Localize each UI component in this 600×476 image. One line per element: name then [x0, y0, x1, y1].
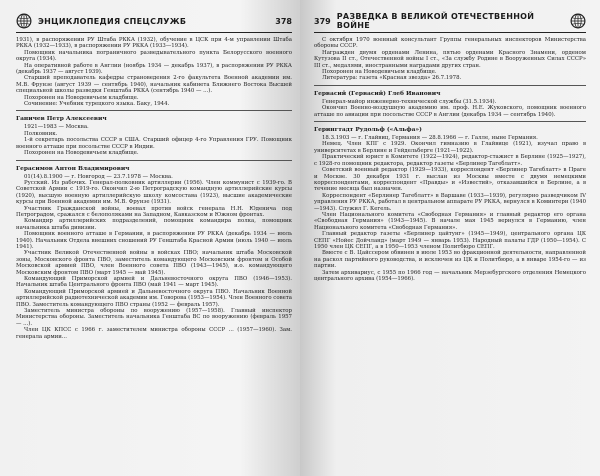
entry-divider: [16, 160, 292, 161]
paragraph: Вместе с В. Цайссером обвинен в июле 1953 во фракционной деятельности, направленной на раскол партийного руководства, и исключен из ЦК и Политбюро, а в январе 1954-го — из партии.: [314, 250, 586, 270]
entry-divider: [16, 110, 292, 111]
paragraph: 1921—1983 — Москва.: [24, 124, 89, 131]
paragraph: Старший преподаватель кафедры страноведения 2-го факультета Военной академии им. М.В. Фрунзе (август 1939 — сентябрь 1940), начальник кабинета Ближнего Востока Высшей специальной школы разведки Генштаба РККА (сентябрь 1940 — ...).: [16, 75, 292, 95]
paragraph: Член Национального комитета «Свободная Германия» и главный редактор его органа «Свободная Германия» (1943—1945). В начале мая 1945 вернулся в Германию, член Национального комитета «Свободная Германия».: [314, 211, 586, 231]
paragraph: Генерал-майор инженерно-технической службы (31.5.1934).: [322, 98, 497, 105]
paragraph: Окончил Военно-воздушную академию им. проф. Н.Е. Жуковского, помощник военного атташе по авиации при посольстве СССР в Англии (декабрь 1934 — сентябрь 1940).: [314, 105, 586, 118]
entry-heading: Герингтадт Рудольф («Альфа»): [314, 126, 422, 134]
paragraph: Член ЦК КПСС с 1966 г. заместителем министра обороны СССР ... (1957—1960). Зам. генерала армии...: [16, 327, 292, 340]
running-header-title: РАЗВЕДКА В ВЕЛИКОЙ ОТЕЧЕСТВЕННОЙ ВОЙНЕ: [336, 12, 535, 30]
right-page-header: [314, 10, 586, 33]
paragraph: 01(14).8.1900 — г. Новгород — 23.7.1978 — Москва.: [24, 173, 173, 180]
paragraph: Русский. Из рабочих. Генерал-полковник артиллерии (1956). Член коммунист с 1939-го. В Советской Армии с 1919-го. Окончил 2-ю Петроградскую командную артиллерийские курсы (1920), высшую военную артиллерийскую школу комсостава (1923), высшие академические курсы при Военной академии им. М.В. Фрунзе (1931).: [16, 179, 292, 206]
entry-divider: [314, 85, 586, 86]
paragraph: Затем архивариус, с 1955 по 1966 год — начальник Мерзебургского отделения Немецкого центрального архива (1954—1966).: [314, 269, 586, 282]
paragraph: Помощник начальника пограничного разведывательного пункта Белорусского военного округа (1934).: [16, 49, 292, 63]
paragraph: Заместитель министра обороны по вооружению (1957—1958). Главный инспектор Министерства обороны. Заместитель начальника Генштаба ВС по вооружению (февраль 1957 — ...).: [16, 308, 292, 327]
paragraph: Литература: газета «Красная звезда» 26.7.1978.: [322, 75, 462, 82]
paragraph: 1931), в распоряжении РУ Штаба РККА (1932), обучение в ЦСК при 4-м управлении Штаба РККА (1932—1933), в распоряжении РУ РККА (1933—1934).: [16, 37, 292, 50]
paragraph: Командующий Приморской армией и Дальневосточного округа ПВО (1946—1953). Начальник штаба Центрального фронта ПВО (май 1941 — март 1945).: [16, 276, 292, 289]
paragraph: Корреспондент «Берлинер Тагеблатт» в Варшаве (1933—1939), регулярно разведчиком IV управления РУ РККА, работал в центральном аппарате РУ РККА, вернулся в Коминтерн (1940—1943). Служил Г. Кегель.: [314, 192, 586, 212]
paragraph: Главный редактор газеты «Берлинер цайтунг» (1945—1949), центрального органа ЦК СЕПГ «Нойес Дойчланд» (март 1949 — январь 1953). Народный палаты ГДР (1950—1954). С 1950 член ЦК СЕПГ, а в 1950—1953 членом Политбюро СЕПГ.: [314, 231, 586, 250]
paragraph: На оперативной работе в Англии (ноябрь 1934 — декабрь 1937), в распоряжении РУ РККА (декабрь 1937 — август 1939).: [16, 62, 292, 76]
entry-divider: [314, 121, 586, 122]
entry-heading: Ганичев Петр Алексеевич: [16, 115, 107, 123]
paragraph: Советский военный редактор (1929—1933), корреспондент «Берлинер Тагеблатт» в Праге и Москве. 30 декабря 1931 г. выслан из Москвы вместе с двумя немецкими корреспондентами, корреспондент «Правды» и «Известий», отказавшийся в Берлине, а в течение месяца был назначен.: [314, 167, 586, 193]
paragraph: С октября 1970 военный консультант Группы генеральных инспекторов Министерства обороны СССР.: [314, 37, 586, 50]
paragraph: Награжден двумя орденами Ленина, пятью орденами Красного Знамени, орденом Кутузова II ст., Отечественной войны I ст., «За службу Родине в Вооруженных Силах СССР» III ст., медалями, иностранными наградами других стран.: [314, 49, 586, 69]
paragraph: Сочинение: Учебник турецкого языка. Баку, 1944.: [24, 101, 170, 108]
running-header-title: ЭНЦИКЛОПЕДИЯ СПЕЦСЛУЖБ: [38, 16, 187, 26]
paragraph: 1-й секретарь посольства СССР в США. Старший офицер 4-го Управления ГРУ. Помощник военного атташе при посольстве СССР в Индии.: [16, 137, 292, 150]
globe-emblem-icon: [570, 13, 586, 29]
paragraph: Командующий Приморской армией и Дальневосточного округа ПВО. Начальник Военной артиллерийской радиотехнической академии им. Говорова (1953—1954). Член Военного совета ПВО. Заместитель командующего ПВО страны (1952 — февраль 1957).: [16, 288, 292, 308]
paragraph: Участник Великой Отечественной войны в войсках ПВО; начальник штаба Московской зоны, Московского фронта ПВО, заместитель командующего Московским фронтом и Особой Московской армией ПВО, член Военного совета ПВО (1943—1945), и.о. командующего Московским фронтом ПВО (март 1945 — май 1945).: [16, 250, 292, 276]
left-page-text: [16, 37, 292, 340]
paragraph: Участник Гражданской войны, воевал против войск генерала Н.Н. Юденича под Петроградом, сражался с белополяками на Западном, Кавказском и Южном фронтах.: [16, 205, 292, 218]
page-number: 379: [314, 16, 331, 26]
entry-heading: Гервасий (Гервасий) Глеб Иванович: [314, 89, 441, 97]
page-number: 378: [275, 16, 292, 26]
globe-emblem-icon: [16, 13, 32, 29]
entry-heading: Герасимов Антон Владимирович: [16, 164, 130, 172]
paragraph: Практический юрист в Комитете (1922—1924), редактор-стажист в Берлине (1925—1927), с 1928-го помощник редактора, редактор газеты «Берлинер Тагеблатт».: [314, 154, 586, 167]
paragraph: Похоронен на Новодевичьем кладбище.: [24, 150, 139, 157]
paragraph: Похоронен на Новодевичьем кладбище.: [322, 69, 437, 76]
left-page-header: [16, 10, 292, 33]
paragraph: Командир артиллерийских подразделений, помощник командира полка, помощник начальника штаба дивизии.: [16, 218, 292, 231]
paragraph: Помощник военного атташе в Германии, в распоряжении РУ РККА (декабрь 1934 — июль 1940). Начальник Отдела внешних сношений РУ Генштаба Красной Армии (июль 1940 — июль 1941).: [16, 231, 292, 250]
right-page-text: [314, 37, 586, 282]
paragraph: 18.3.1903 — г. Глайвиц, Германия — 28.8.1966 — г. Галле, ныне Германия.: [322, 135, 538, 142]
right-page: [300, 0, 600, 476]
paragraph: Немец. Член КПГ с 1929. Окончил гимназию в Глайвице (1921), изучал право в университетах в Берлине и Гейдельберге (1921—1922).: [314, 141, 586, 154]
paragraph: Полковник.: [24, 130, 58, 137]
paragraph: Похоронен на Новодевичьем кладбище.: [24, 94, 139, 101]
